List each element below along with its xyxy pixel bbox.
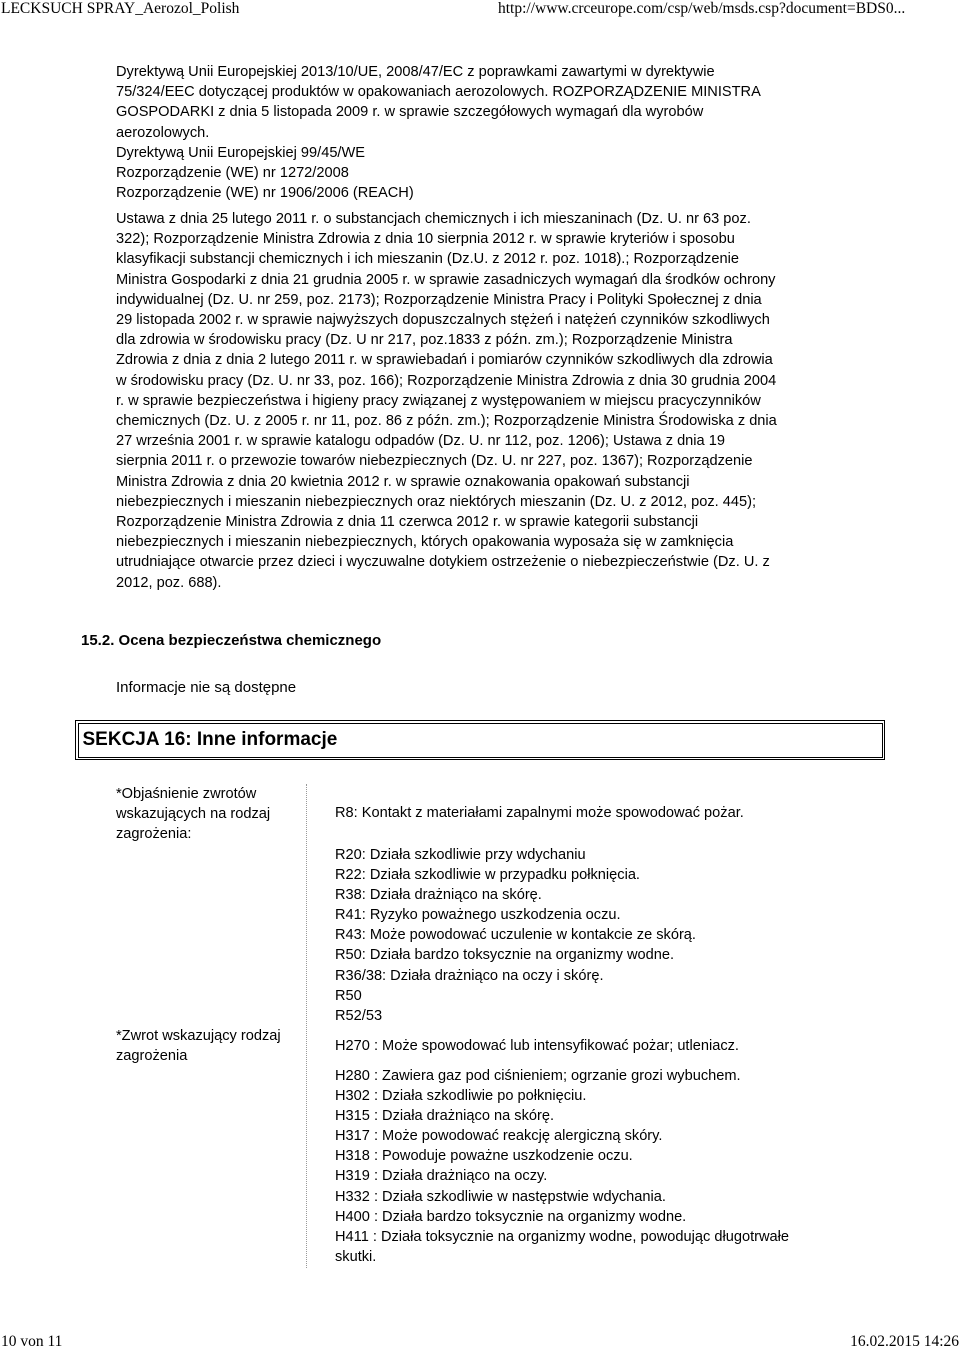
- h-phrase: H332 : Działa szkodliwie w następstwie wdychania.: [335, 1188, 666, 1205]
- regulation-line: 27 września 2001 r. w sprawie katalogu odpadów (Dz. U. nr 112, poz. 1206); Ustawa z dnia 19: [116, 433, 725, 450]
- regulation-line: w środowisku pracy (Dz. U. nr 33, poz. 166); Rozporządzenie Ministra Zdrowia z dnia 30 grudnia 2004: [116, 372, 777, 389]
- legend-column: [116, 784, 307, 1268]
- regulation-line: Rozporządzenie (WE) nr 1906/2006 (REACH): [116, 185, 414, 202]
- legend-label-line: zagrożenia:: [116, 826, 192, 843]
- page-footer: [0, 1333, 960, 1353]
- r-phrase: R41: Ryzyko poważnego uszkodzenia oczu.: [335, 907, 621, 924]
- h-phrase: H302 : Działa szkodliwie po połknięciu.: [335, 1088, 587, 1105]
- regulations-block-b: [116, 209, 851, 593]
- regulation-line: 29 listopada 2002 r. w sprawie najwyższych dopuszczalnych stężeń i natężeń czynników szkodliwych: [116, 312, 770, 329]
- regulation-line: klasyfikacji substancji chemicznych i ich mieszanin (Dz.U. z 2012 r. poz. 1018).; Rozporządzenie: [116, 251, 739, 268]
- regulation-line: utrudniające otwarcie przez dzieci i wyczuwalne dotykiem ostrzeżenie o niebezpieczeństwie (Dz. U. z: [116, 554, 770, 571]
- section-16-heading: SEKCJA 16: Inne informacje: [78, 723, 883, 758]
- regulation-line: 322); Rozporządzenie Ministra Zdrowia z dnia 10 sierpnia 2012 r. w sprawie kryteriów i sposobu: [116, 231, 735, 248]
- regulation-line: r. w sprawie bezpieczeństwa i higieny pracy związanej z występowaniem w miejscu pracyczynników: [116, 392, 761, 409]
- regulation-line: GOSPODARKI z dnia 5 listopada 2009 r. w sprawie szczegółowych wymagań dla wyrobów: [116, 104, 704, 121]
- regulations-block-a: [116, 62, 851, 203]
- r-phrase: R52/53: [335, 1007, 383, 1024]
- regulation-line: niebezpiecznych i mieszanin niebezpiecznych oraz niektórych mieszanin (Dz. U. z 2012, poz. 445);: [116, 493, 757, 510]
- regulation-line: aerozolowych.: [116, 124, 210, 141]
- regulation-line: Ministra Gospodarki z dnia 21 grudnia 2005 r. w sprawie zasadniczych wymagań dla środków ochrony: [116, 271, 776, 288]
- regulation-line: Rozporządzenie Ministra Zdrowia z dnia 11 czerwca 2012 r. w sprawie kategorii substancji: [116, 514, 699, 531]
- r-phrase: R20: Działa szkodliwie przy wdychaniu: [335, 847, 586, 863]
- regulation-line: Dyrektywą Unii Europejskiej 99/45/WE: [116, 144, 365, 161]
- h270-phrase: H270 : Może spowodować lub intensyfikować pożar; utleniacz.: [335, 1038, 739, 1054]
- regulation-line: Zdrowia z dnia z dnia 2 lutego 2011 r. w sprawiebadań i pomiarów czynników szkodliwych dla zdrowia: [116, 352, 773, 369]
- page-number: 10 von 11: [1, 1333, 63, 1350]
- h-phrase: H317 : Może powodować reakcję alergiczną skóry.: [335, 1128, 663, 1145]
- h-phrase: H411 : Działa toksycznie na organizmy wodne, powodując długotrwałe: [335, 1228, 790, 1245]
- section-15-2-text: Informacje nie są dostępne: [116, 679, 297, 696]
- regulation-line: indywidualnej (Dz. U. nr 259, poz. 2173); Rozporządzenie Ministra Pracy i Polityki Społecznej z dnia: [116, 291, 762, 308]
- section-16-header-box: [75, 720, 885, 760]
- regulation-line: dla zdrowia w środowisku pracy (Dz. U nr 217, poz.1833 z późn. zm.); Rozporządzenie Ministra: [116, 332, 733, 349]
- print-datetime: 16.02.2015 14:26: [850, 1333, 959, 1350]
- r-phrase: R22: Działa szkodliwie w przypadku połknięcia.: [335, 867, 640, 884]
- regulation-line: niebezpiecznych i mieszanin niebezpiecznych, których opakowania wyposaża się w zamknięcia: [116, 534, 734, 551]
- h-phrase: skutki.: [335, 1248, 377, 1265]
- h-phrase: H319 : Działa drażniąco na oczy.: [335, 1168, 548, 1185]
- document-title: LECKSUCH SPRAY_Aerozol_Polish: [1, 0, 240, 17]
- regulation-line: 2012, poz. 688).: [116, 574, 222, 591]
- legend-label-line: zagrożenia: [116, 1048, 188, 1065]
- r-phrase: R43: Może powodować uczulenie w kontakcie ze skórą.: [335, 927, 696, 944]
- h-phrase: H280 : Zawiera gaz pod ciśnieniem; ogrzanie grozi wybuchem.: [335, 1068, 741, 1084]
- regulation-line: sierpnia 2011 r. o przewozie towarów niebezpiecznych (Dz. U. nr 227, poz. 1367); Rozporządzenie: [116, 453, 753, 470]
- legend-r-label: [116, 784, 270, 845]
- regulation-line: chemicznych (Dz. U. z 2005 r. nr 11, poz. 86 z późn. zm.); Rozporządzenie Ministra Środowiska z dnia: [116, 413, 777, 430]
- legend-label-line: *Zwrot wskazujący rodzaj: [116, 1028, 281, 1044]
- document-url[interactable]: http://www.crceurope.com/csp/web/msds.csp?document=BDS0...: [498, 0, 906, 17]
- page-header: [0, 0, 960, 24]
- regulation-line: Ministra Zdrowia z dnia 20 kwietnia 2012 r. w sprawie oznakowania opakowań substancji: [116, 473, 690, 490]
- legend-label-line: *Objaśnienie zwrotów: [116, 786, 257, 802]
- regulation-line: Rozporządzenie (WE) nr 1272/2008: [116, 165, 349, 182]
- r-phrase: R36/38: Działa drażniąco na oczy i skórę.: [335, 967, 604, 984]
- regulation-line: Dyrektywą Unii Europejskiej 2013/10/UE, 2008/47/EC z poprawkami zawartymi w dyrektywie: [116, 64, 715, 80]
- r-phrase: R38: Działa drażniąco na skórę.: [335, 887, 542, 904]
- r8-phrase: R8: Kontakt z materiałami zapalnymi może spowodować pożar.: [335, 805, 744, 821]
- legend-label-line: wskazujących na rodzaj: [116, 806, 271, 823]
- h-phrase: H400 : Działa bardzo toksycznie na organizmy wodne.: [335, 1208, 687, 1225]
- r-phrase: R50: [335, 987, 362, 1004]
- regulation-line: 75/324/EEC dotyczącej produktów w opakowaniach aerozolowych. ROZPORZĄDZENIE MINISTRA: [116, 84, 761, 101]
- h-phrase: H318 : Powoduje poważne uszkodzenie oczu.: [335, 1148, 633, 1165]
- h-phrases-list: [335, 1066, 789, 1267]
- legend-h-label: [116, 1026, 281, 1066]
- section-15-2-heading: 15.2. Ocena bezpieczeństwa chemicznego: [81, 632, 382, 649]
- regulation-line: Ustawa z dnia 25 lutego 2011 r. o substancjach chemicznych i ich mieszaninach (Dz. U. nr 63 poz.: [116, 211, 751, 227]
- h-phrase: H315 : Działa drażniąco na skórę.: [335, 1108, 555, 1125]
- r-phrase: R50: Działa bardzo toksycznie na organizmy wodne.: [335, 947, 675, 964]
- r-phrases-list: [335, 845, 696, 1026]
